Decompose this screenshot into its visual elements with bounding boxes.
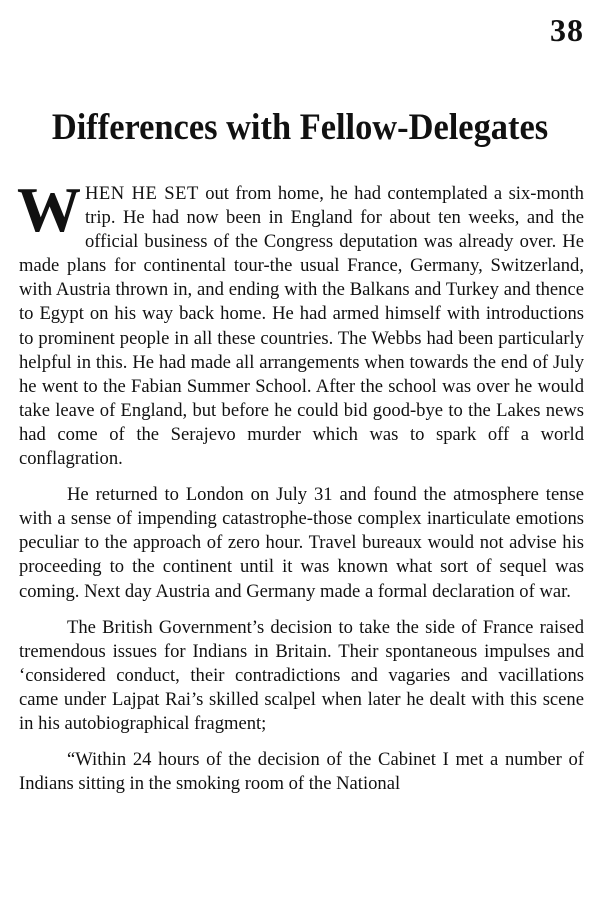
chapter-body [17, 174, 584, 808]
paragraph-1 [17, 174, 584, 471]
drop-cap: W [17, 174, 81, 245]
paragraph-3: The British Government’s decision to take the side of France raised tremendous issues for Indians in Britain. Their spontaneous impulses and ‘considered conduct, their contradictions and vagaries and vacillations came under Lajpat Rai’s skilled scalpel when later he dealt with this scene in his autobiographical fragment; [19, 616, 584, 734]
paragraph-lead-in: HEN HE SET [85, 183, 199, 204]
paragraph-2: He returned to London on July 31 and found the atmosphere tense with a sense of impending catastrophe-those complex inarticulate emotions peculiar to the approach of zero hour. Travel bureaux would not advise his proceeding to the continent until it was known what sort of sequel was coming. Next day Austria and Germany made a formal declaration of war. [19, 484, 584, 602]
paragraph-1-text: out from home, he had contemplated a six-month trip. He had now been in England for about ten weeks, and the official business of the Congress deputation was already over. He made plans for continental tour-the usual France, Germany, Switzerland, with Austria thrown in, and ending with the Balkans and Turkey and thence to Egypt on his way back home. He had armed himself with introductions to prominent people in all these countries. The Webbs had been particularly helpful in this. He had made all arrangements when towards the end of July he went to the Fabian Summer School. After the school was over he would take leave of England, but before he could bid good-bye to the Lakes news had come of the Serajevo murder which was to spark off a world conflagration. [19, 183, 584, 470]
paragraph-4-quote: “Within 24 hours of the decision of the Cabinet I met a number of Indians sitting in the smoking room of the National [19, 749, 584, 795]
page-number: 38 [550, 12, 584, 48]
chapter-title: Differences with Fellow-Delegates [51, 107, 549, 148]
